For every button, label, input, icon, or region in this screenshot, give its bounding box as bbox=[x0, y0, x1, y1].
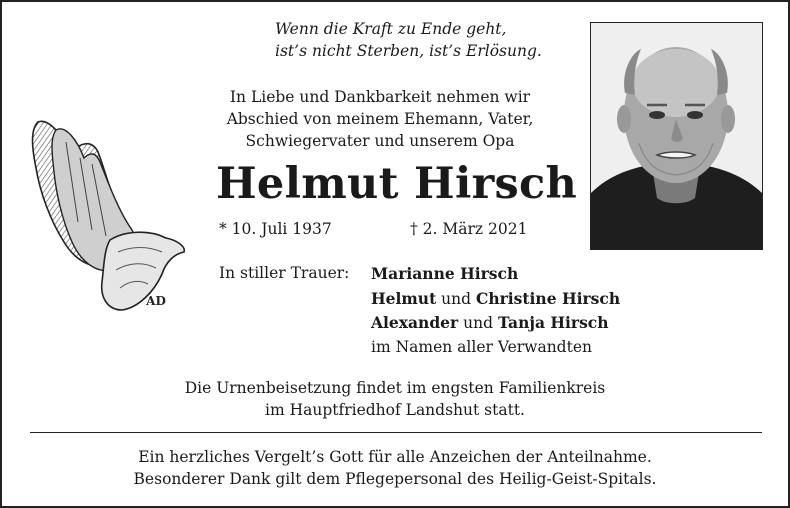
mourner-name: Tanja Hirsch bbox=[497, 313, 609, 332]
mourner-name: Marianne Hirsch bbox=[371, 264, 519, 283]
motto-line-1: Wenn die Kraft zu Ende geht, bbox=[275, 20, 507, 38]
praying-hands-icon bbox=[26, 112, 191, 317]
artist-monogram: AD bbox=[146, 294, 166, 308]
mourner-name: Helmut bbox=[371, 288, 437, 308]
intro-line-2: Abschied von meinem Ehemann, Vater, bbox=[226, 110, 534, 128]
mourner-name: Alexander bbox=[371, 313, 459, 332]
mourner-line-3: Alexander und Tanja Hirsch bbox=[371, 313, 609, 332]
intro-line-3: Schwiegervater und unserem Opa bbox=[245, 132, 515, 150]
birth-date: * 10. Juli 1937 bbox=[219, 220, 332, 238]
intro-text bbox=[200, 86, 560, 152]
thanks-line-1: Ein herzliches Vergelt’s Gott für alle Anzeichen der Anteilnahme. bbox=[138, 448, 652, 466]
mourner-line-4: im Namen aller Verwandten bbox=[371, 337, 592, 356]
portrait-icon bbox=[591, 23, 762, 249]
divider bbox=[30, 432, 762, 433]
thanks-line-2: Besonderer Dank gilt dem Pflegepersonal des Heilig-Geist-Spitals. bbox=[133, 470, 657, 488]
burial-line-1: Die Urnenbeisetzung findet im engsten Familienkreis bbox=[184, 379, 606, 397]
mourner-line-2: Helmut und Christine Hirsch bbox=[371, 288, 621, 308]
portrait-photo bbox=[590, 22, 763, 250]
motto-line-2: ist’s nicht Sterben, ist’s Erlösung. bbox=[275, 42, 542, 60]
burial-line-2: im Hauptfriedhof Landshut statt. bbox=[265, 401, 525, 419]
mourners-list bbox=[371, 262, 620, 359]
burial-notice bbox=[0, 377, 790, 421]
intro-line-1: In Liebe und Dankbarkeit nehmen wir bbox=[229, 88, 531, 106]
mourner-line-1 bbox=[371, 262, 620, 287]
mourners-label: In stiller Trauer: bbox=[219, 264, 350, 282]
death-date: † 2. März 2021 bbox=[410, 220, 528, 238]
mourner-name: Christine Hirsch bbox=[476, 288, 621, 308]
thanks-notice bbox=[0, 446, 790, 490]
deceased-name: Helmut Hirsch bbox=[216, 159, 578, 209]
